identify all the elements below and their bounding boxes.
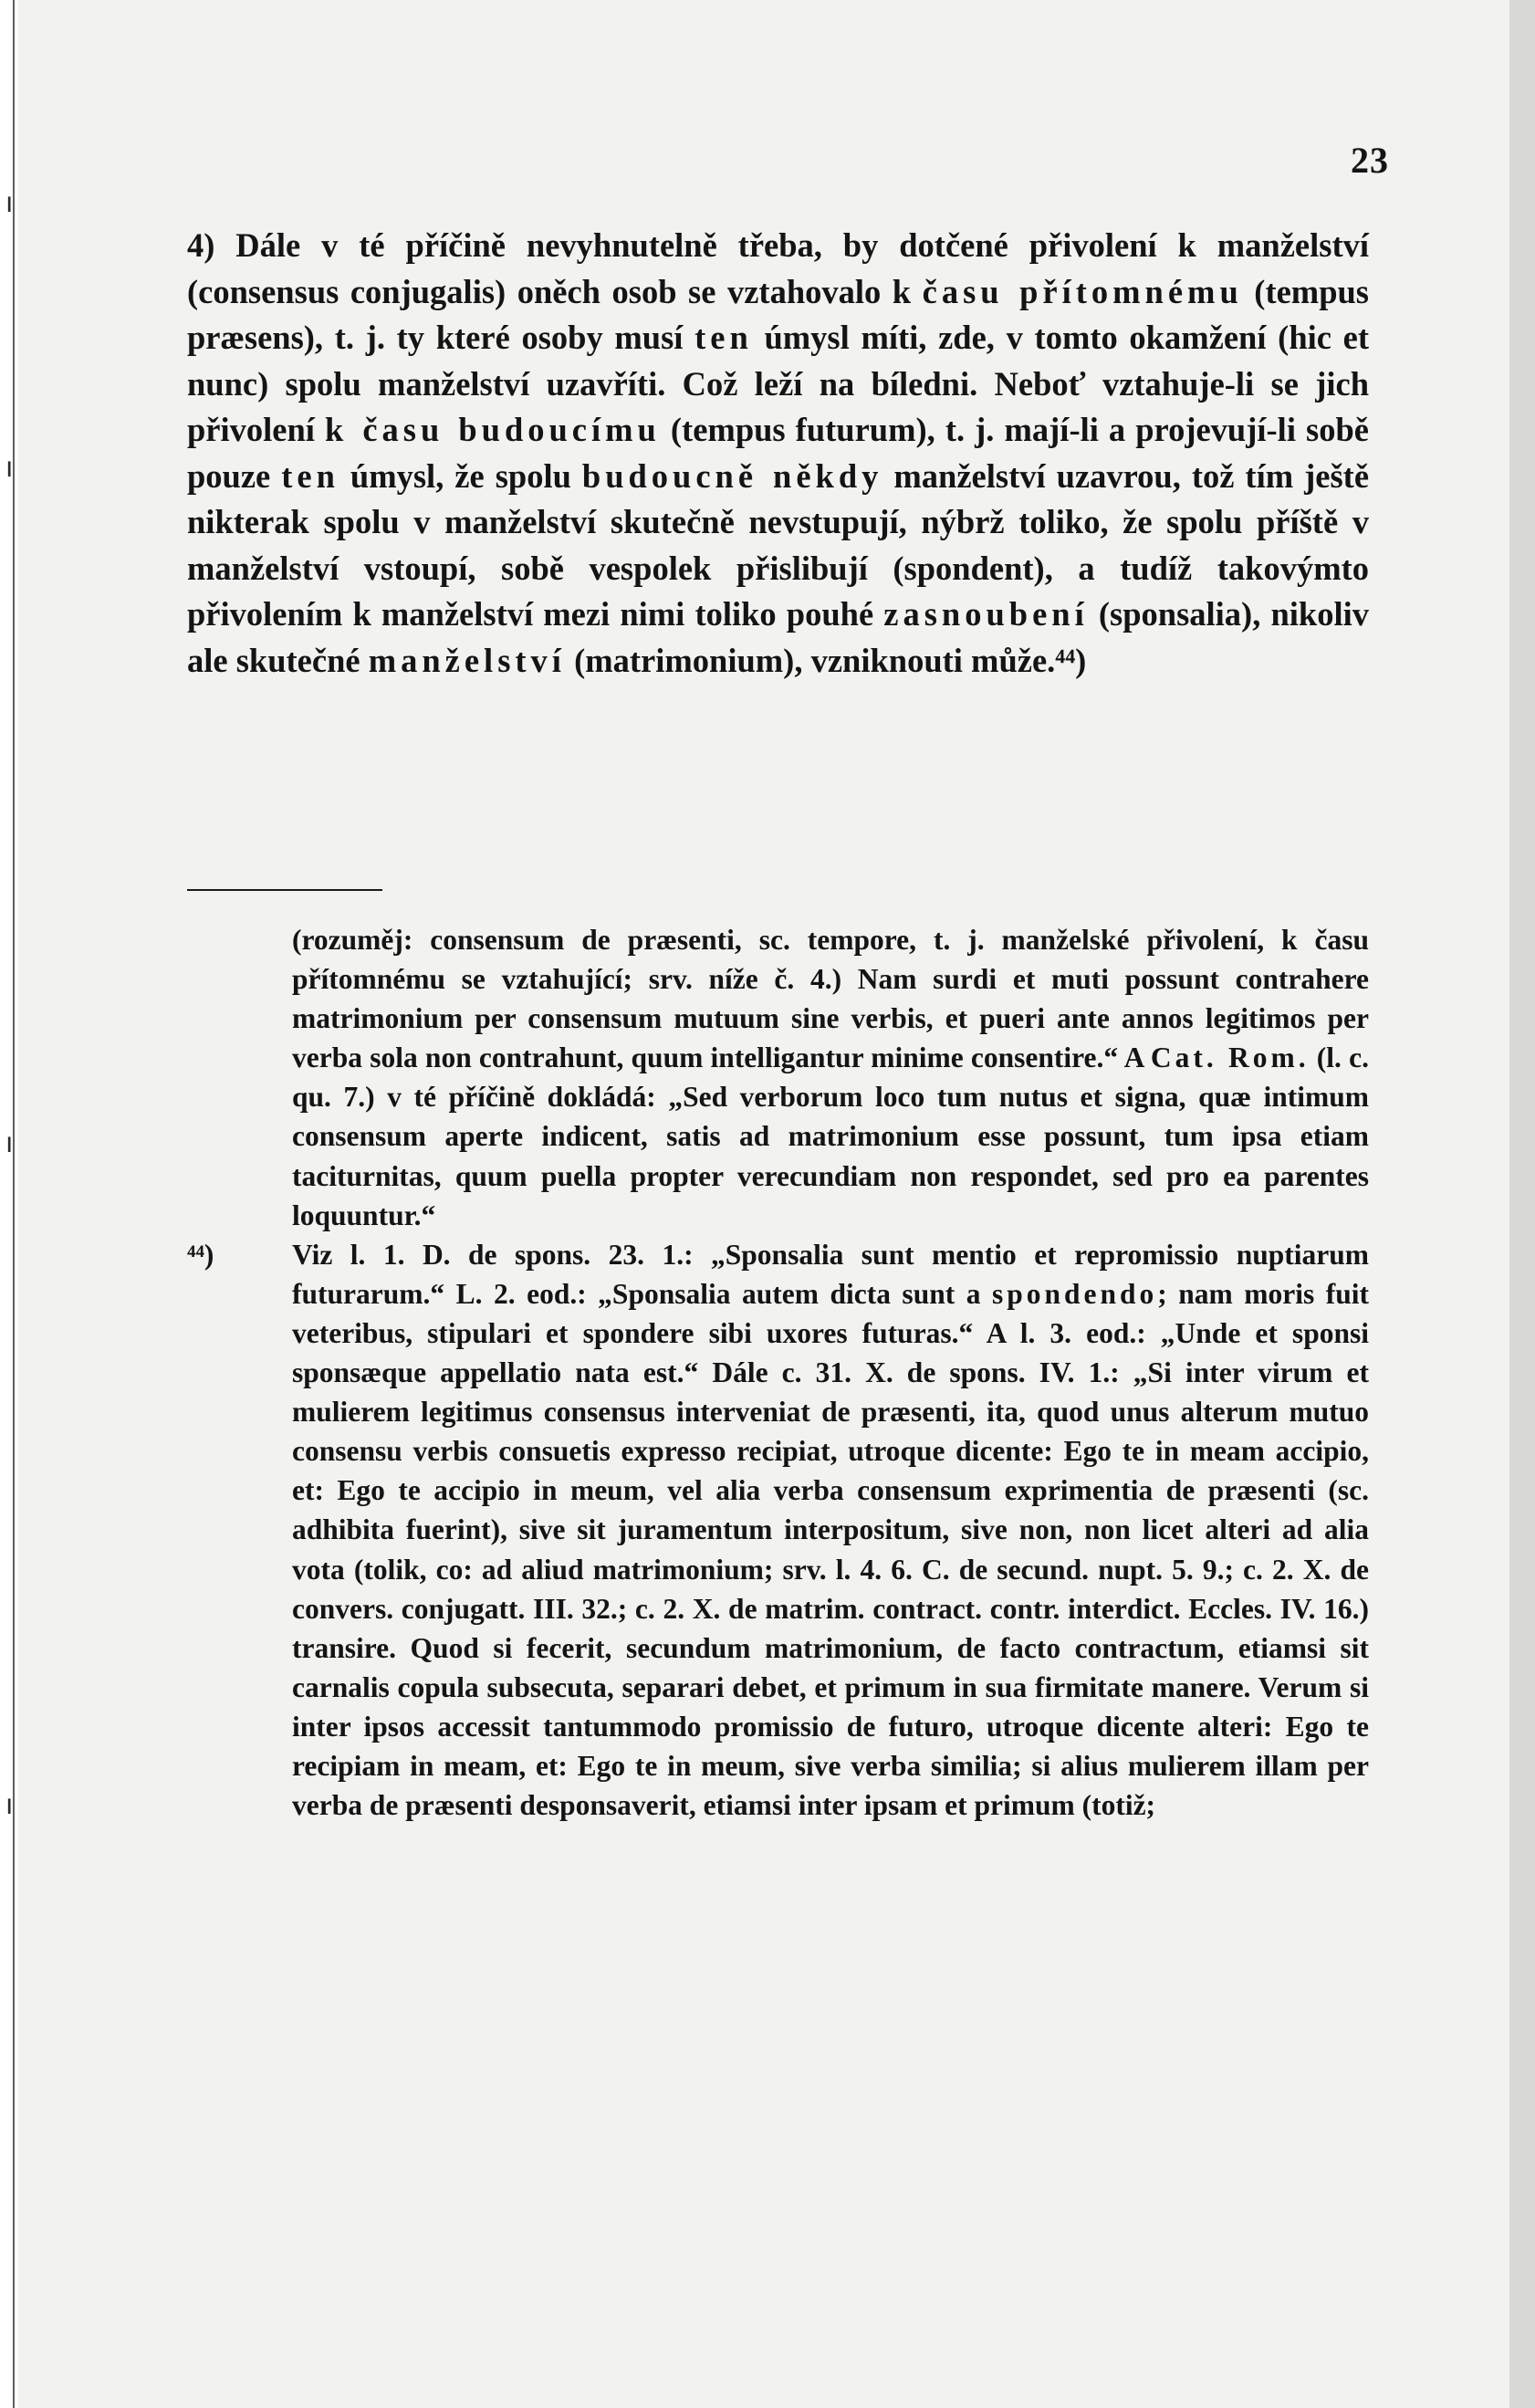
emphasis-text: času přítomnému [922, 272, 1243, 310]
binding-tick-mark: ı [5, 1789, 14, 1821]
main-text: (sponsalia), nikoliv ale skutečné [187, 595, 1369, 679]
main-text: úmysl, že spolu [339, 456, 582, 495]
footnote-text: ; nam moris fuit veteribus, stipulari et spondere sibi uxores futuras.“ A l. 3. eod.: „Unde et sponsi sponsæque appellatio nata est.“ Dále c. 31. X. de spons. IV. 1.: „Si inter virum et mulierem legitimus consensus interveniat de præsenti, ita, quod unus alterum mutuo consensu verbis consuetis expresso recipiat, utroque dicente: Ego te in meam accipio, et: Ego te accipio in meum, vel alia verba consensum exprimentia de præsenti (sc. adhibita fuerint), sive sit juramentum interpositum, sive non, non licet alteri ad alia vota (tolik, co: ad aliud matrimonium; srv. l. 4. 6. C. de secund. nupt. 5. 9.; c. 2. X. de convers. conjugatt. III. 32.; c. 2. X. de matrim. contract. contr. interdict. Eccles. IV. 16.) transire. Quod si fecerit, secundum matrimonium, de facto contractum, etiamsi sit carnalis copula subsecuta, separari debet, et primum in sua firmitate manere. Verum si inter ipsos accessit tantummodo promissio de futuro, utroque dicente alteri: Ego te recipiam in meam, et: Ego te in meum, sive verba similia; si alius mulierem illam per verba de præsenti desponsaverit, etiamsi inter ipsam et primum (totiž; [292, 1277, 1369, 1822]
footnote-separator [187, 889, 382, 891]
main-text: (tempus futurum), t. j. mají-li a projevují-li sobě pouze [187, 411, 1369, 495]
main-text: úmysl míti, zde, v tomto okamžení (hic et nunc) spolu manželství uzavříti. Což leží na bíledni. Neboť vztahuje-li se jich přivolení [187, 319, 1369, 448]
footnote-text: (rozuměj: consensum de præsenti, sc. tempore, t. j. manželské přivolení, k času přítomnému se vztahující; srv. níže č. 4.) Nam surdi et muti possunt contrahere matrimonium per consensum mutuum sine verbis, et pueri ante annos legitimos per verba sola non contrahunt, quum intelligantur minime consentire.“ A [292, 924, 1369, 1074]
binding-tick-mark: ı [5, 187, 14, 219]
main-paragraph [187, 223, 1369, 684]
footnote-text: Viz l. 1. D. de spons. 23. 1.: „Sponsalia sunt mentio et repromissio nuptiarum futurarum.“ L. 2. eod.: „Sponsalia autem dicta sunt a [292, 1238, 1369, 1310]
emphasis-text: zasnoubení [883, 595, 1089, 633]
main-text: 4) Dále v té příčině nevyhnutelně třeba, by dotčené přivolení k manželství (consensus conjugalis) oněch osob se vztahovalo k [187, 226, 1369, 310]
emphasis-text: ten [281, 456, 339, 495]
main-text: manželství uzavrou, tož tím ještě nikterak spolu v manželství skutečně nevstupují, nýbrž toliko, že spolu příště v manželství vstoupí, sobě vespolek přislibují (spondent), a tudíž takovýmto přivolením k manželství mezi nimi toliko pouhé [187, 456, 1370, 633]
scan-margin-right [1509, 0, 1535, 2408]
binding-tick-mark: ı [5, 452, 14, 484]
emphasis-text: spondendo [991, 1277, 1158, 1310]
footnotes [187, 920, 1369, 1825]
footnote-marker: ⁴⁴) [187, 1238, 214, 1271]
footnote-44 [187, 1235, 1369, 1825]
emphasis-text: Cat. Rom. [1150, 1042, 1310, 1074]
footnote-text: (l. c. qu. 7.) v té příčině dokládá: „Sed verborum loco tum nutus et signa, quæ intimum consensum aperte indicent, satis ad matrimonium esse possunt, tum ipsa etiam taciturnitas, quum puella propter verecundiam non respondet, sed pro ea parentes loquuntur.“ [292, 1042, 1369, 1231]
emphasis-text: k času budoucímu [324, 411, 661, 448]
binding-tick-mark: ı [5, 1127, 14, 1159]
emphasis-text: manželství [368, 641, 566, 679]
footnote-reference: ⁴⁴) [1055, 641, 1087, 679]
footnote-continuation [292, 920, 1369, 1235]
main-text: (matrimonium), vzniknouti může. [565, 641, 1056, 679]
emphasis-text: budoucně někdy [581, 456, 883, 495]
main-text: (tempus præsens), t. j. ty které osoby musí [187, 272, 1370, 356]
scan-margin-left [0, 0, 18, 2408]
scan-binding-line [13, 0, 15, 2408]
emphasis-text: ten [694, 319, 753, 356]
page-number: 23 [1351, 140, 1389, 181]
